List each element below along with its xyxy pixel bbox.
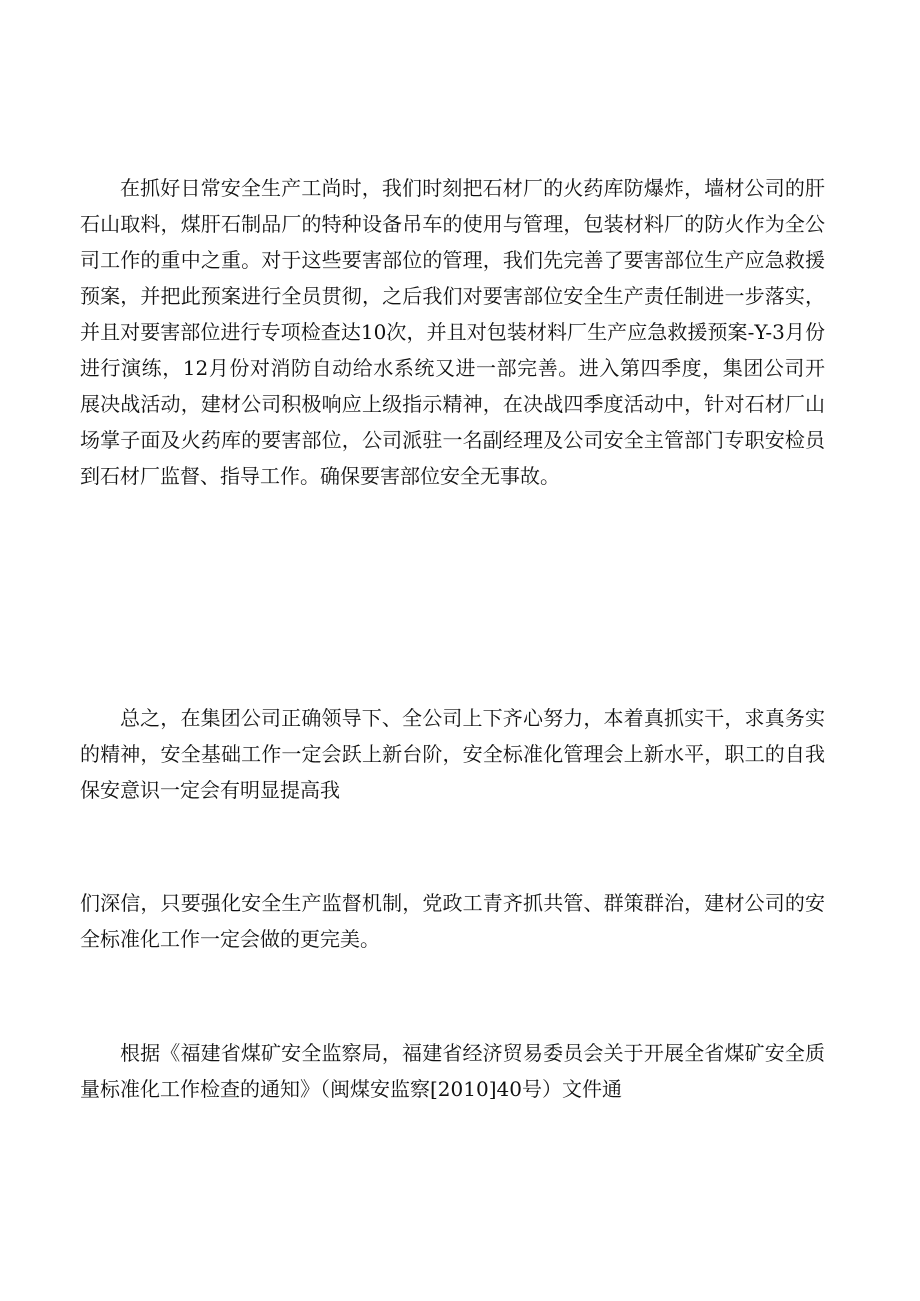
paragraph-summary-continued: 们深信，只要强化安全生产监督机制，党政工青齐抓共管、群策群治，建材公司的安全标准化工作一定会做的更完美。 [80, 891, 825, 951]
paragraph-summary: 总之，在集团公司正确领导下、全公司上下齐心努力，本着真抓实干，求真务实的精神，安全基础工作一定会跃上新台阶，安全标准化管理会上新水平，职工的自我保安意识一定会有明显提高我 [80, 706, 825, 802]
paragraph-notice-reference: 根据《福建省煤矿安全监察局，福建省经济贸易委员会关于开展全省煤矿安全质量标准化工作检查的通知》（闽煤安监察[2010]40号）文件通 [80, 1041, 825, 1101]
paragraph-key-parts-management: 在抓好日常安全生产工尚时，我们时刻把石材厂的火药库防爆炸，墙材公司的肝石山取料，煤肝石制品厂的特种设备吊车的使用与管理，包装材料厂的防火作为全公司工作的重中之重。对于这些要害部位的管理，我们先完善了要害部位生产应急救援预案，并把此预案进行全员贯彻，之后我们对要害部位安全生产责任制进一步落实，并且对要害部位进行专项检查达10次，并且对包装材料厂生产应急救援预案-Y-3月份进行演练，12月份对消防自动给水系统又进一部完善。进入第四季度，集团公司开展决战活动，建材公司积极响应上级指示精神，在决战四季度活动中，针对石材厂山场掌子面及火药库的要害部位，公司派驻一名副经理及公司安全主管部门专职安检员到石材厂监督、指导工作。确保要害部位安全无事故。 [80, 176, 825, 488]
